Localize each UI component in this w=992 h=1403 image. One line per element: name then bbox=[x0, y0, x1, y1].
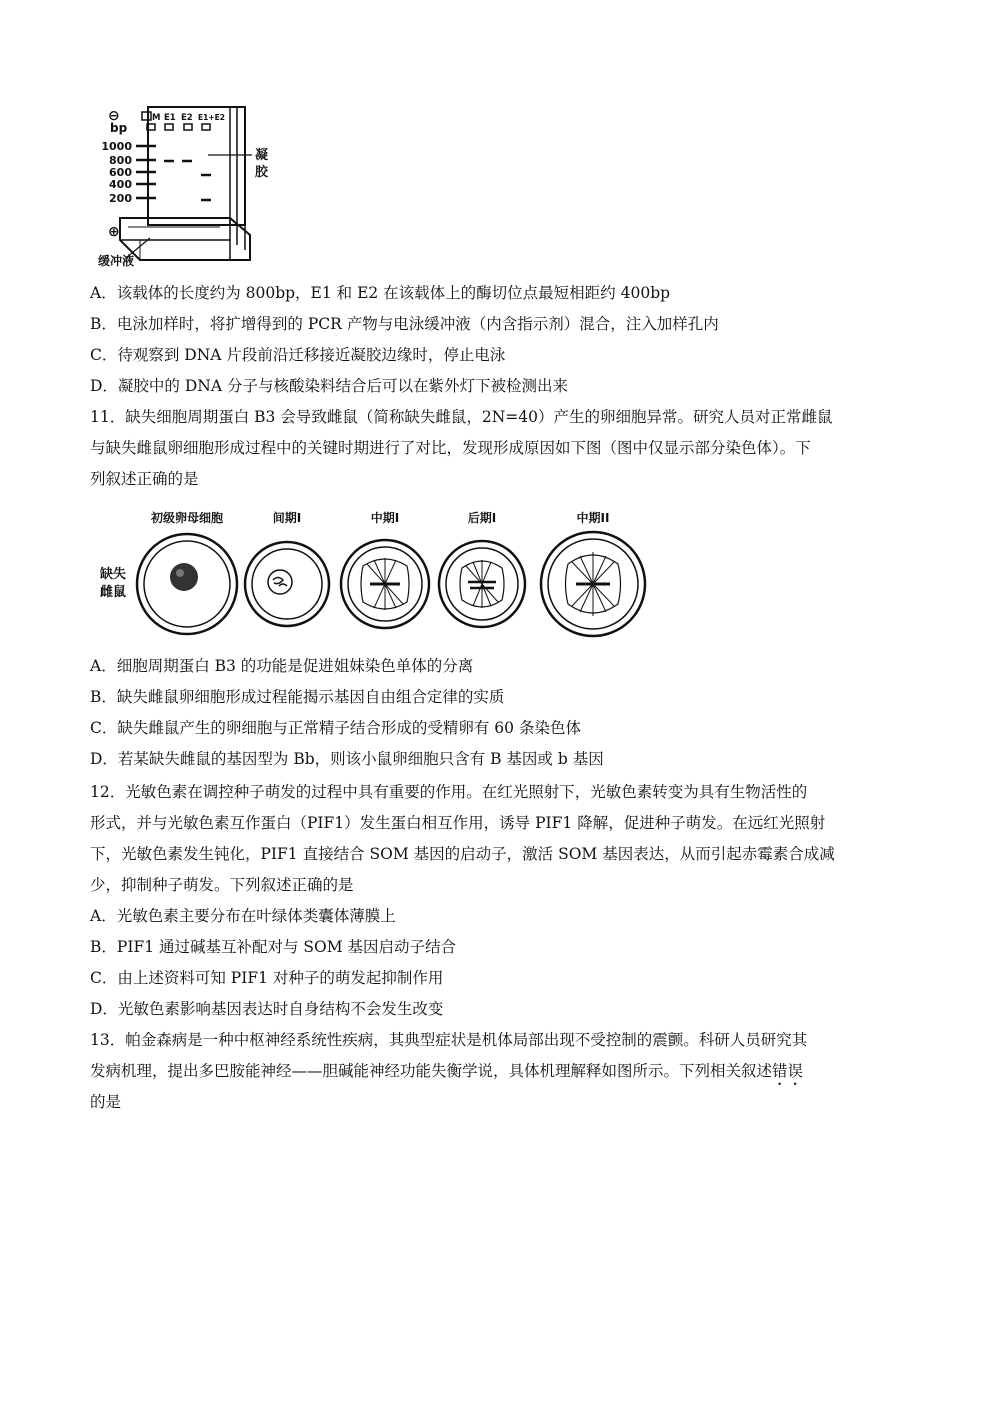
q12-option-b: B．PIF1 通过碱基互补配对与 SOM 基因启动子结合 bbox=[90, 938, 457, 956]
gel-electrophoresis-figure bbox=[90, 100, 290, 270]
q11-stem-line: 11．缺失细胞周期蛋白 B3 会导致雌鼠（简称缺失雌鼠，2N=40）产生的卵细胞异常。研究人员对正常雌鼠 bbox=[90, 408, 833, 426]
q11-option-a: A．细胞周期蛋白 B3 的功能是促进姐妹染色单体的分离 bbox=[90, 657, 474, 675]
stage-label: 间期I bbox=[272, 511, 302, 525]
q12-stem-line: 形式，并与光敏色素互作蛋白（PIF1）发生蛋白相互作用，诱导 PIF1 降解，促进种子萌发。在远红光照射 bbox=[90, 814, 826, 832]
cell-anaphase-i bbox=[439, 541, 525, 627]
q11-stem-line: 与缺失雌鼠卵细胞形成过程中的关键时期进行了对比，发现形成原因如下图（图中仅显示部分染色体）。下 bbox=[90, 439, 811, 457]
ladder-label: 800 bbox=[109, 154, 132, 167]
negative-electrode-symbol: ⊖ bbox=[108, 108, 120, 124]
q12-stem-line: 12．光敏色素在调控种子萌发的过程中具有重要的作用。在红光照射下，光敏色素转变为具有生物活性的 bbox=[90, 783, 808, 801]
ladder-label: 200 bbox=[109, 192, 132, 205]
unit-label: bp bbox=[110, 121, 128, 135]
q12-option-c: C．由上述资料可知 PIF1 对种子的萌发起抑制作用 bbox=[90, 969, 444, 987]
row-label: 缺失 bbox=[100, 567, 127, 582]
q10-option-d: D．凝胶中的 DNA 分子与核酸染料结合后可以在紫外灯下被检测出来 bbox=[90, 377, 568, 395]
q10-option-b: B．电泳加样时，将扩增得到的 PCR 产物与电泳缓冲液（内含指示剂）混合，注入加样孔内 bbox=[90, 315, 719, 333]
meiosis-cell-figure bbox=[90, 508, 660, 643]
positive-electrode-symbol: ⊕ bbox=[108, 224, 120, 240]
buffer-label: 缓冲液 bbox=[98, 254, 135, 268]
q11-option-c: C．缺失雌鼠产生的卵细胞与正常精子结合形成的受精卵有 60 条染色体 bbox=[90, 719, 581, 737]
lane-label-e2: E2 bbox=[181, 113, 193, 123]
q13-stem-line bbox=[90, 1060, 905, 1089]
stage-label: 中期I bbox=[370, 511, 400, 525]
q13-stem-text: 发病机理，提出多巴胺能神经——胆碱能神经功能失衡学说，具体机理解释如图所示。下列相关叙述 bbox=[90, 1062, 773, 1080]
lane-label-e1e2: E1+E2 bbox=[198, 113, 225, 122]
ladder-label: 400 bbox=[109, 178, 132, 191]
row-label: 雌鼠 bbox=[100, 585, 127, 600]
stage-label: 中期II bbox=[576, 511, 610, 525]
q12-stem-line: 少，抑制种子萌发。下列叙述正确的是 bbox=[90, 876, 354, 894]
q11-option-d: D．若某缺失雌鼠的基因型为 Bb，则该小鼠卵细胞只含有 B 基因或 b 基因 bbox=[90, 750, 604, 768]
gel-label: 凝 bbox=[255, 148, 269, 163]
ladder-label: 1000 bbox=[101, 140, 132, 153]
q12-stem-line: 下，光敏色素发生钝化，PIF1 直接结合 SOM 基因的启动子，激活 SOM 基因表达，从而引起赤霉素合成减 bbox=[90, 845, 835, 863]
ladder-label: 600 bbox=[109, 166, 132, 179]
cell-metaphase-ii bbox=[541, 532, 645, 636]
q12-option-a: A．光敏色素主要分布在叶绿体类囊体薄膜上 bbox=[90, 907, 396, 925]
cell-interphase bbox=[245, 542, 329, 626]
lane-label-m: M bbox=[152, 113, 161, 123]
lane-label-e1: E1 bbox=[164, 113, 176, 123]
q13-emphasis-word: 错误 bbox=[772, 1062, 804, 1080]
q11-stem-line: 列叙述正确的是 bbox=[90, 470, 199, 488]
stage-label: 初级卵母细胞 bbox=[150, 511, 224, 525]
stage-label: 后期I bbox=[467, 511, 497, 525]
cell-primary-oocyte bbox=[137, 534, 237, 634]
q11-option-b: B．缺失雌鼠卵细胞形成过程能揭示基因自由组合定律的实质 bbox=[90, 688, 505, 706]
q13-stem-line: 13．帕金森病是一种中枢神经系统性疾病，其典型症状是机体局部出现不受控制的震颤。科研人员研究其 bbox=[90, 1031, 808, 1049]
q10-option-c: C．待观察到 DNA 片段前沿迁移接近凝胶边缘时，停止电泳 bbox=[90, 346, 506, 364]
q13-stem-line: 的是 bbox=[90, 1093, 122, 1111]
q12-option-d: D．光敏色素影响基因表达时自身结构不会发生改变 bbox=[90, 1000, 444, 1018]
q10-option-a: A．该载体的长度约为 800bp，E1 和 E2 在该载体上的酶切位点最短相距约 400bp bbox=[90, 284, 671, 302]
gel-label: 胶 bbox=[255, 165, 269, 180]
cell-metaphase-i bbox=[341, 540, 429, 628]
